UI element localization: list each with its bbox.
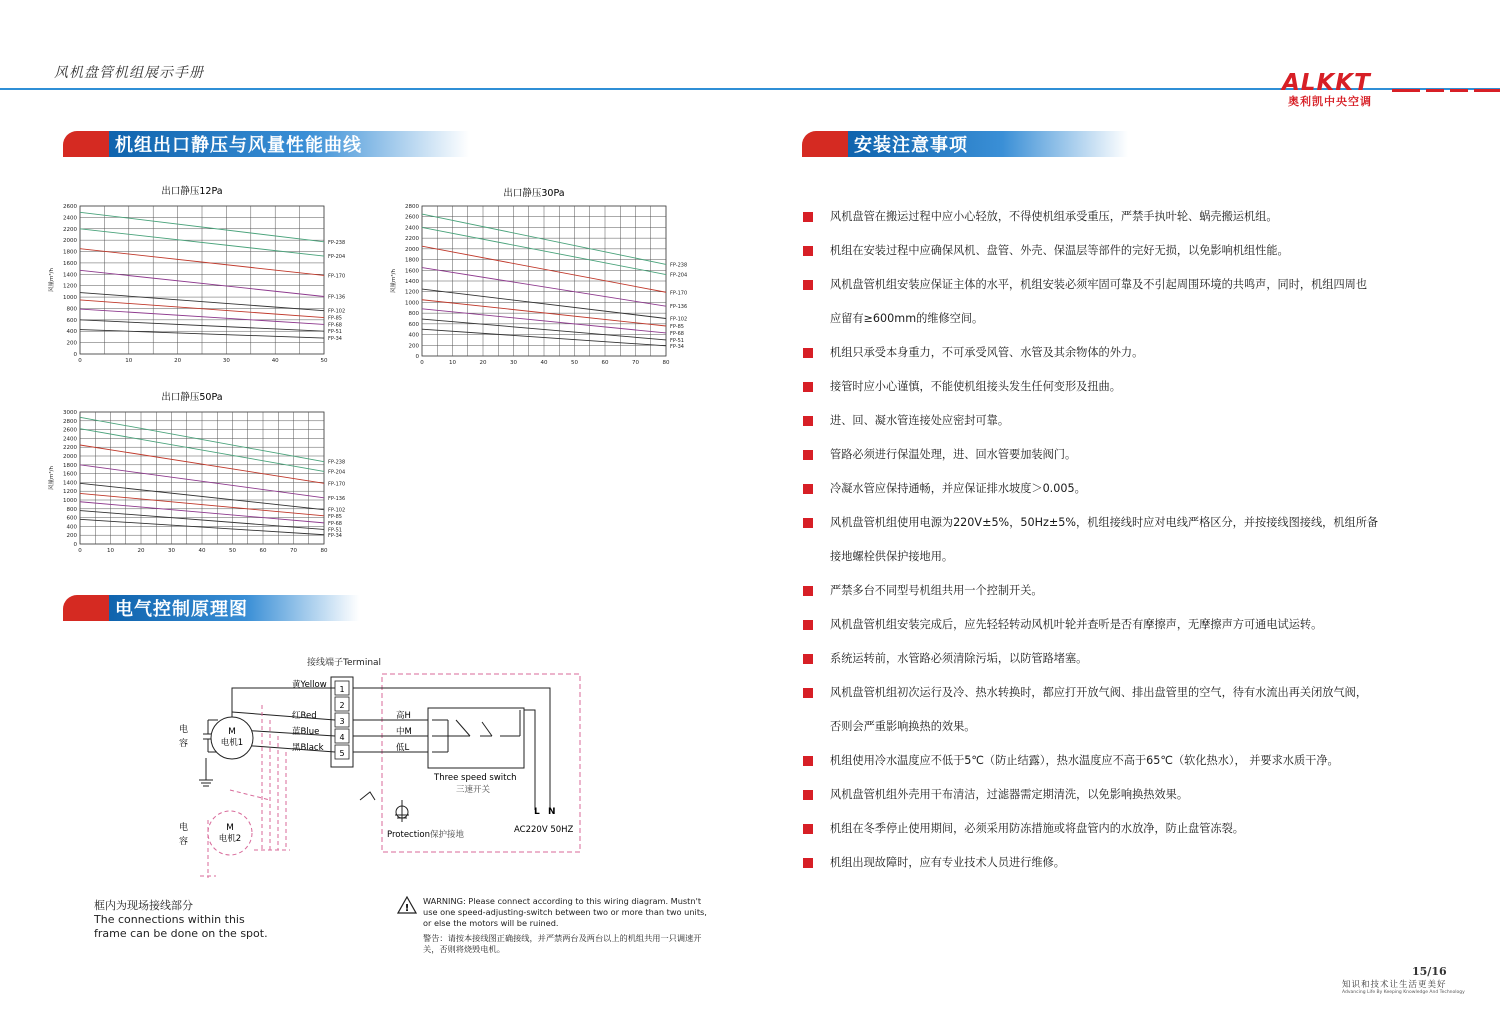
manual-title: 风机盘管机组展示手册: [54, 65, 204, 81]
wire-red-label: 红Red: [292, 711, 317, 721]
series-label: FP-102: [328, 507, 346, 514]
series-label: FP-68: [328, 322, 342, 329]
install-note-item: [803, 404, 1423, 438]
terminal-3: 3: [339, 717, 345, 726]
series-label: FP-136: [328, 294, 346, 301]
bullet-icon: [803, 790, 813, 800]
install-section-title: 安装注意事项: [854, 135, 968, 156]
y-tick-label: 2400: [405, 225, 419, 232]
banner-red-tab: [802, 131, 848, 157]
logo-dash: [1474, 89, 1500, 92]
y-tick-label: 1000: [63, 295, 77, 302]
warning-icon: [397, 896, 417, 914]
warning-note: [397, 896, 717, 955]
series-label: FP-136: [328, 495, 346, 502]
y-tick-label: 2600: [63, 204, 77, 210]
install-note-text: 机组在安装过程中应确保风机、盘管、外壳、保温层等部件的完好无损，以免影响机组性能。: [830, 244, 1289, 257]
frame-note-cn: 框内为现场接线部分: [94, 899, 193, 912]
bullet-icon: [803, 280, 813, 290]
wiring-diagram-svg: [170, 650, 590, 890]
install-note-text: 冷凝水管应保持通畅，并应保证排水坡度＞0.005。: [830, 482, 1086, 495]
y-tick-label: 1600: [63, 471, 77, 478]
x-tick-label: 40: [271, 358, 279, 362]
install-note-text: 应留有≥600mm的维修空间。: [830, 312, 984, 325]
install-note-item: [803, 540, 1423, 574]
series-label: FP-238: [670, 262, 688, 269]
x-tick-label: 0: [78, 358, 82, 362]
y-tick-label: 1400: [405, 279, 419, 285]
install-note-text: 机组出现故障时，应有专业技术人员进行维修。: [830, 856, 1065, 869]
y-tick-label: 2800: [63, 418, 77, 425]
install-note-item: [803, 302, 1423, 336]
x-tick-label: 60: [259, 548, 267, 554]
footer-slogan: 知识和技术让生活更美好: [1342, 980, 1447, 990]
wiring-section-banner: [63, 595, 359, 621]
terminal-1: 1: [339, 685, 345, 694]
x-tick-label: 20: [174, 358, 182, 362]
y-tick-label: 800: [66, 306, 77, 313]
y-tick-label: 600: [408, 321, 419, 328]
warning-text-cn: 警告：请按本接线图正确接线，并严禁两台及两台以上的机组共用一只调速开关，否则将烧毁电机。: [423, 933, 702, 954]
bullet-icon: [803, 416, 813, 426]
install-notes-list: [803, 200, 1423, 880]
install-note-item: [803, 438, 1423, 472]
install-note-text: 否则会严重影响换热的效果。: [830, 720, 976, 733]
series-label: FP-170: [670, 290, 688, 297]
x-tick-label: 30: [510, 360, 517, 366]
y-tick-label: 1400: [63, 480, 77, 487]
install-note-item: [803, 846, 1423, 880]
banner-blue-bar: [848, 131, 1128, 157]
capacitor2-label-a: 电: [179, 823, 189, 833]
protection-label-cn: 保护接地: [430, 830, 465, 840]
series-label: FP-85: [670, 324, 684, 330]
chart-30pa-svg: [382, 182, 712, 366]
y-tick-label: 800: [408, 311, 419, 318]
y-tick-label: 400: [408, 332, 419, 339]
y-tick-label: 2600: [405, 214, 419, 221]
y-tick-label: 1800: [63, 462, 77, 469]
install-note-text: 机组使用冷水温度应不低于5℃（防止结露），热水温度应不高于65℃（软化热水）， 并要求水质干净。: [830, 754, 1339, 767]
chart-50pa-svg: [40, 386, 370, 556]
y-tick-label: 2200: [63, 445, 77, 452]
frame-note-en-2: frame can be done on the spot.: [94, 927, 268, 940]
bullet-icon: [803, 824, 813, 834]
y-tick-label: 400: [66, 329, 77, 336]
x-tick-label: 80: [662, 360, 670, 366]
x-tick-label: 40: [198, 548, 206, 554]
x-tick-label: 60: [601, 360, 609, 366]
series-label: FP-204: [328, 254, 346, 261]
motor1-label: 电机1: [220, 738, 244, 748]
page-number: 15/16: [1412, 965, 1447, 978]
install-note-text: 风机盘管机组外壳用干布清洁，过滤器需定期清洗，以免影响换热效果。: [830, 788, 1189, 801]
series-label: FP-51: [328, 329, 342, 336]
install-note-text: 风机盘管机组安装完成后，应先轻轻转动风机叶轮并查听是否有摩擦声，无摩擦声方可通电试运转。: [830, 618, 1323, 631]
terminal-5: 5: [339, 749, 345, 758]
warning-text-en: WARNING: Please connect according to this wiring diagram. Mustn't use one speed-adjusting-switch between two or more than two units, or else the motors will be ruined.: [423, 896, 707, 928]
banner-red-tab: [63, 595, 109, 621]
logo-dash: [1426, 89, 1444, 92]
install-note-item: [803, 778, 1423, 812]
brand-logo-subtitle: 奥利凯中央空调: [1288, 95, 1372, 108]
power-n: N: [548, 807, 556, 817]
y-tick-label: 3000: [63, 410, 77, 416]
install-note-item: [803, 506, 1423, 540]
power-label: AC220V 50HZ: [514, 825, 574, 835]
banner-blue-bar: [109, 595, 359, 621]
x-tick-label: 20: [137, 548, 145, 554]
series-label: FP-34: [328, 336, 342, 343]
series-label: FP-68: [670, 330, 684, 337]
protection-label: Protection: [387, 830, 431, 840]
y-tick-label: 2400: [63, 215, 77, 222]
motor2-label: 电机2: [218, 834, 242, 844]
install-note-item: [803, 676, 1423, 710]
wiring-diagram: [170, 650, 590, 890]
y-tick-label: 1600: [405, 268, 419, 275]
x-tick-label: 20: [479, 360, 487, 366]
banner-blue-bar: [109, 131, 469, 157]
y-tick-label: 1200: [63, 489, 77, 496]
install-note-item: [803, 336, 1423, 370]
install-note-item: [803, 744, 1423, 778]
capacitor1-label-b: 容: [179, 739, 189, 749]
y-tick-label: 2200: [405, 236, 419, 243]
series-label: FP-136: [670, 304, 688, 311]
y-tick-label: 1400: [63, 272, 77, 279]
series-label: FP-34: [328, 532, 342, 539]
y-tick-label: 2400: [63, 436, 77, 443]
series-label: FP-204: [328, 469, 346, 476]
series-label: FP-102: [670, 316, 688, 323]
speed-medium-label: 中M: [396, 727, 412, 737]
install-note-item: [803, 574, 1423, 608]
y-tick-label: 1800: [405, 257, 419, 264]
logo-dash: [1450, 89, 1468, 92]
brand-logo: ALKKT: [1282, 70, 1371, 96]
x-tick-label: 0: [420, 360, 424, 366]
install-note-text: 管路必须进行保温处理，进、回水管要加装阀门。: [830, 448, 1077, 461]
terminal-label: 接线端子Terminal: [307, 658, 382, 668]
three-speed-switch-box: [428, 708, 524, 768]
install-note-text: 风机盘管机组使用电源为220V±5%，50Hz±5%，机组接线时应对电线严格区分，并按接线图接线，机组所备: [830, 516, 1379, 529]
chart-title: 出口静压12Pa: [161, 186, 223, 197]
install-note-text: 风机盘管在搬运过程中应小心轻放，不得使机组承受重压，严禁手执叶轮、蜗壳搬运机组。: [830, 210, 1278, 223]
logo-dash: [1392, 89, 1420, 92]
motor1-symbol: M: [228, 727, 236, 737]
y-tick-label: 200: [408, 343, 419, 350]
bullet-icon: [803, 756, 813, 766]
y-tick-label: 1800: [63, 249, 77, 256]
y-tick-label: 2800: [405, 204, 419, 210]
series-label: FP-51: [670, 337, 684, 344]
install-note-item: [803, 268, 1423, 302]
terminal-2: 2: [339, 701, 345, 710]
capacitor1-label-a: 电: [179, 725, 189, 735]
banner-red-tab: [63, 131, 109, 157]
install-note-text: 机组只承受本身重力，不可承受风管、水管及其余物体的外力。: [830, 346, 1144, 359]
power-l: L: [534, 807, 540, 817]
x-tick-label: 10: [107, 548, 114, 554]
x-tick-label: 50: [320, 358, 328, 362]
install-note-text: 风机盘管机组初次运行及冷、热水转换时，都应打开放气阀、排出盘管里的空气，待有水流出再关闭放气阀，: [830, 686, 1368, 699]
speed-high-label: 高H: [396, 711, 411, 721]
bullet-icon: [803, 212, 813, 222]
y-tick-label: 2000: [63, 454, 77, 460]
series-label: FP-238: [328, 239, 346, 246]
install-note-item: [803, 370, 1423, 404]
bullet-icon: [803, 586, 813, 596]
series-label: FP-85: [328, 513, 342, 520]
y-tick-label: 800: [66, 506, 77, 513]
install-note-text: 系统运转前，水管路必须清除污垢，以防管路堵塞。: [830, 652, 1088, 665]
perf-section-title: 机组出口静压与风量性能曲线: [115, 135, 362, 156]
install-note-text: 机组在冬季停止使用期间，必须采用防冻措施或将盘管内的水放净，防止盘管冻裂。: [830, 822, 1244, 835]
warning-icon-symbol: !: [404, 903, 410, 914]
x-tick-label: 70: [632, 360, 639, 366]
frame-note: [94, 899, 268, 941]
series-label: FP-170: [328, 273, 346, 280]
bullet-icon: [803, 484, 813, 494]
header-divider: [0, 88, 1500, 90]
x-tick-label: 10: [449, 360, 456, 366]
frame-note-en-1: The connections within this: [94, 913, 245, 926]
chart-30pa: [382, 182, 712, 366]
install-note-text: 接管时应小心谨慎，不能使机组接头发生任何变形及扭曲。: [830, 380, 1121, 393]
chart-50pa: [40, 386, 370, 556]
y-tick-label: 600: [66, 515, 77, 522]
switch-label-cn: 三速开关: [456, 785, 491, 795]
bullet-icon: [803, 858, 813, 868]
series-label: FP-85: [328, 315, 342, 322]
x-tick-label: 30: [168, 548, 175, 554]
bullet-icon: [803, 246, 813, 256]
chart-12pa: [40, 180, 370, 362]
y-tick-label: 200: [66, 340, 77, 347]
bullet-icon: [803, 620, 813, 630]
y-tick-label: 2200: [63, 226, 77, 233]
series-label: FP-68: [328, 520, 342, 527]
y-tick-label: 1000: [405, 300, 419, 307]
install-note-text: 严禁多台不同型号机组共用一个控制开关。: [830, 584, 1043, 597]
y-tick-label: 2000: [405, 246, 419, 253]
y-tick-label: 1200: [405, 289, 419, 296]
switch-label: Three speed switch: [434, 773, 517, 783]
x-tick-label: 10: [125, 358, 133, 362]
y-axis-label: 风量m³/h: [49, 268, 55, 292]
x-tick-label: 70: [290, 548, 297, 554]
y-axis-label: 风量m³/h: [49, 466, 55, 490]
y-tick-label: 400: [66, 524, 77, 531]
series-label: FP-204: [670, 272, 688, 279]
y-tick-label: 0: [415, 354, 419, 360]
bullet-icon: [803, 654, 813, 664]
x-tick-label: 30: [222, 358, 230, 362]
x-tick-label: 40: [540, 360, 548, 366]
x-tick-label: 50: [229, 548, 236, 554]
y-tick-label: 0: [73, 542, 77, 548]
motor2-circle: [208, 811, 252, 855]
install-note-item: [803, 710, 1423, 744]
y-tick-label: 1200: [63, 283, 77, 290]
chart-title: 出口静压30Pa: [503, 188, 565, 199]
wire-black-label: 黑Black: [292, 743, 324, 753]
install-note-item: [803, 812, 1423, 846]
bullet-icon: [803, 518, 813, 528]
bullet-icon: [803, 450, 813, 460]
install-note-text: 接地螺栓供保护接地用。: [830, 550, 954, 563]
series-label: FP-102: [328, 308, 346, 315]
y-axis-label: 风量m³/h: [391, 269, 397, 293]
y-tick-label: 0: [73, 352, 77, 358]
install-section-banner: [802, 131, 1128, 157]
y-tick-label: 1600: [63, 260, 77, 267]
capacitor2-label-b: 容: [179, 837, 189, 847]
install-note-item: [803, 642, 1423, 676]
install-note-item: [803, 608, 1423, 642]
y-tick-label: 200: [66, 533, 77, 540]
y-tick-label: 2600: [63, 427, 77, 434]
footer-slogan-en: Advancing Life By Keeping Knowledge And Technology: [1342, 990, 1465, 995]
x-tick-label: 0: [78, 548, 82, 554]
perf-section-banner: [63, 131, 469, 157]
install-note-item: [803, 200, 1423, 234]
y-tick-label: 600: [66, 317, 77, 324]
chart-12pa-svg: [40, 180, 370, 362]
install-note-text: 进、回、凝水管连接处应密封可靠。: [830, 414, 1010, 427]
bullet-icon: [803, 382, 813, 392]
terminal-4: 4: [339, 733, 345, 742]
x-tick-label: 80: [320, 548, 328, 554]
x-tick-label: 50: [571, 360, 578, 366]
motor2-symbol: M: [226, 823, 234, 833]
speed-low-label: 低L: [396, 743, 410, 753]
bullet-icon: [803, 688, 813, 698]
series-label: FP-34: [670, 343, 684, 350]
chart-title: 出口静压50Pa: [161, 392, 223, 403]
wire-yellow-label: 黄Yellow: [292, 680, 327, 690]
y-tick-label: 1000: [63, 498, 77, 504]
series-label: FP-238: [328, 459, 346, 466]
series-label: FP-170: [328, 481, 346, 488]
wire-blue-label: 蓝Blue: [292, 727, 320, 737]
series-label: FP-51: [328, 527, 342, 534]
install-note-item: [803, 234, 1423, 268]
y-tick-label: 2000: [63, 238, 77, 245]
install-note-item: [803, 472, 1423, 506]
wiring-section-title: 电气控制原理图: [115, 599, 248, 620]
install-note-text: 风机盘管机组安装应保证主体的水平，机组安装必须牢固可靠及不引起周围环境的共鸣声，同时，机组四周也: [830, 278, 1368, 291]
bullet-icon: [803, 348, 813, 358]
